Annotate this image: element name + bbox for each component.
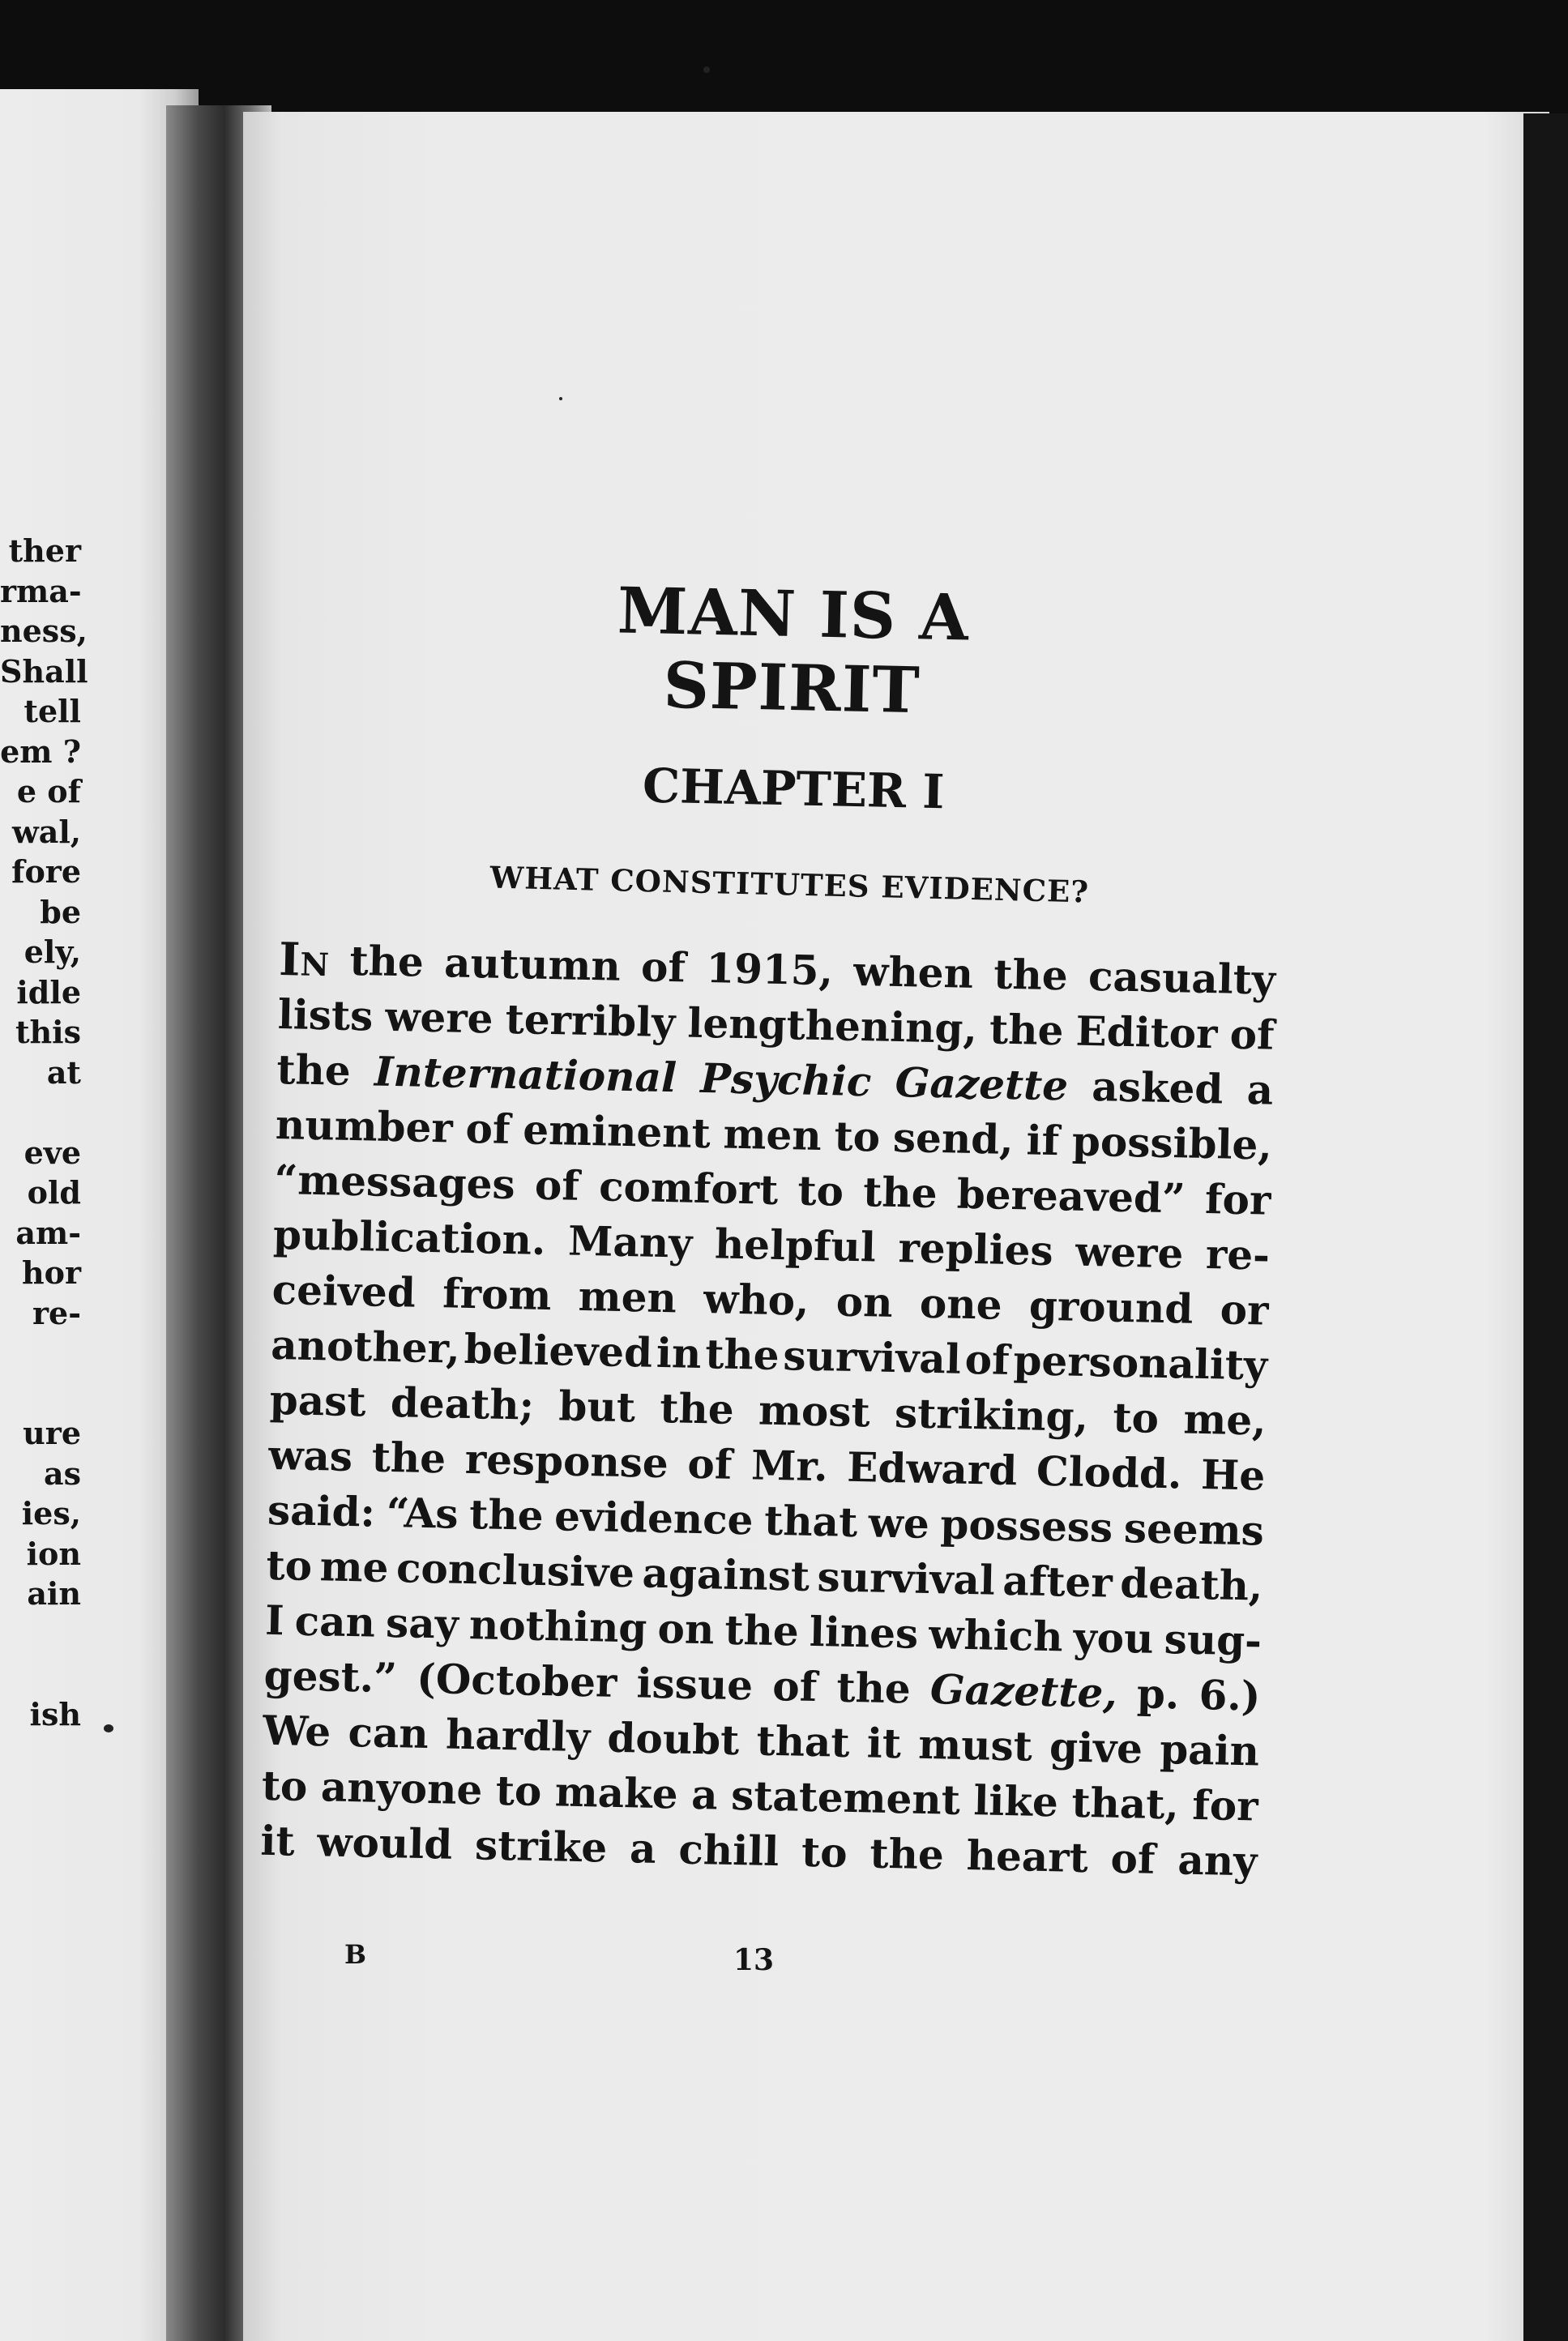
previous-page-line: as — [43, 1455, 81, 1492]
previous-page-line: ness, — [0, 613, 88, 649]
dust-speck — [559, 397, 562, 400]
previous-page-line: old — [27, 1174, 81, 1211]
page-number: 13 — [733, 1943, 775, 1977]
previous-page-line: am- — [15, 1214, 81, 1251]
body-line: another, believed in the survival of personality — [270, 1320, 1268, 1390]
dust-speck — [703, 66, 710, 73]
body-line: was the response of Mr. Edward Clodd. He — [267, 1430, 1266, 1500]
previous-page-line: Shall — [0, 652, 88, 690]
previous-page-line: ion — [26, 1535, 81, 1572]
previous-page-line: re- — [32, 1294, 81, 1331]
previous-page-line: ish — [29, 1695, 81, 1732]
previous-page-line: at — [46, 1053, 81, 1091]
body-line: “messages of comfort to the bereaved” for — [273, 1155, 1271, 1224]
body-line: number of eminent men to send, if possible, — [275, 1100, 1273, 1169]
chapter-subtitle: WHAT CONSTITUTES EVIDENCE? — [489, 859, 1090, 910]
page-edge-shadow — [1523, 113, 1568, 2341]
previous-page-line: be — [40, 893, 81, 930]
previous-page-text-fragments — [0, 531, 88, 1734]
previous-page-line: ain — [27, 1575, 81, 1612]
previous-page-line: fore — [11, 853, 81, 890]
body-line: to anyone to make a statement like that, for — [261, 1761, 1259, 1831]
book-title: MAN IS A SPIRIT — [617, 574, 970, 728]
body-line: gest.” (October issue of the Gazette, p. 6.) — [263, 1651, 1262, 1720]
previous-page-line: e of — [16, 773, 81, 810]
body-line: ceived from men who, on one ground or — [271, 1265, 1270, 1335]
previous-page-line: idle — [16, 973, 81, 1010]
body-line: We can hardly doubt that it must give pain — [262, 1706, 1260, 1775]
previous-page-line: ure — [23, 1415, 81, 1451]
previous-page-line: this — [15, 1014, 81, 1050]
previous-page-line: em ? — [0, 733, 81, 770]
chapter-heading: CHAPTER I — [642, 758, 946, 820]
body-line: said: “As the evidence that we possess seems — [267, 1485, 1265, 1555]
previous-page-line — [0, 1614, 81, 1655]
body-line: publication. Many helpful replies were re- — [272, 1210, 1271, 1279]
previous-page-line — [0, 1333, 81, 1373]
body-paragraph — [260, 932, 1276, 1890]
previous-page-line — [0, 1092, 81, 1133]
previous-page-line: ies, — [21, 1495, 81, 1531]
previous-page-line: ther — [8, 532, 81, 569]
previous-page-line — [0, 1373, 81, 1414]
signature-mark: B — [344, 1939, 367, 1970]
previous-page-line: ely, — [23, 933, 81, 970]
body-line: to me conclusive against survival after death, — [266, 1540, 1263, 1610]
body-line: lists were terribly lengthening, the Editor of — [277, 989, 1275, 1059]
previous-page-line: wal, — [12, 813, 81, 850]
dust-speck — [104, 1724, 113, 1732]
previous-page-line: hor — [22, 1254, 81, 1291]
previous-page-line: tell — [23, 693, 81, 729]
previous-page-line: eve — [23, 1134, 81, 1171]
body-line: it would strike a chill to the heart of any — [259, 1816, 1258, 1886]
body-line: I can say nothing on the lines which you sug- — [264, 1596, 1263, 1665]
body-line: In the autumn of 1915, when the casualty — [278, 932, 1276, 1004]
body-line: the International Psychic Gazette asked a — [276, 1044, 1274, 1114]
previous-page-line — [0, 1654, 81, 1694]
body-line: past death; but the most striking, to me, — [269, 1375, 1267, 1445]
previous-page-line: rma- — [0, 572, 82, 609]
